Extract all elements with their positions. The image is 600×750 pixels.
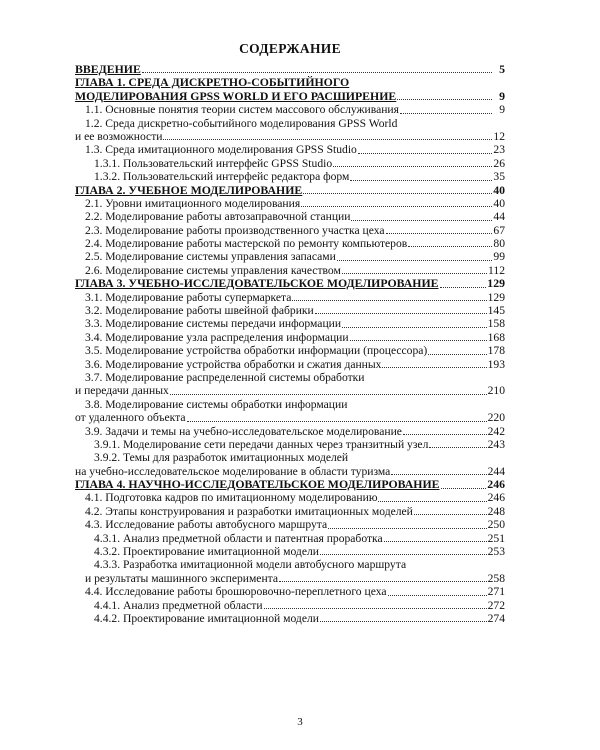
toc-entry-text: 4.4.1. Анализ предметной области xyxy=(94,598,263,612)
toc-page-number: 44 xyxy=(493,210,505,224)
toc-dot-leader xyxy=(320,554,487,555)
toc-page-number: 272 xyxy=(487,598,505,612)
toc-section-row[interactable] xyxy=(75,143,505,156)
toc-dot-leader xyxy=(384,541,487,542)
toc-entry-text: МОДЕЛИРОВАНИЯ GPSS WORLD И ЕГО РАСШИРЕНИЕ xyxy=(75,88,397,103)
toc-section-row[interactable] xyxy=(75,224,505,237)
toc-section-row[interactable] xyxy=(75,331,505,344)
toc-entry-text: 4.4. Исследование работы брошюровочно-переплетного цеха xyxy=(85,585,387,599)
toc-dot-leader xyxy=(388,595,487,596)
toc-page-number: 243 xyxy=(487,437,505,451)
toc-subsection-row[interactable] xyxy=(75,451,505,464)
toc-section-row[interactable] xyxy=(75,371,505,384)
toc-entry-text: 3.1. Моделирование работы супермаркета xyxy=(85,290,292,304)
toc-entry-text: 1.1. Основные понятия теории систем массового обслуживания xyxy=(85,103,399,117)
toc-entry-text: 2.6. Моделирование системы управления качеством xyxy=(85,263,341,277)
toc-dot-leader xyxy=(279,581,487,582)
toc-page-number: 258 xyxy=(487,571,505,585)
toc-entry-text: 4.2. Этапы конструирования и разработки имитационных моделей xyxy=(85,504,413,518)
toc-page-number: 35 xyxy=(493,170,505,184)
toc-dot-leader xyxy=(333,166,492,167)
toc-dot-leader xyxy=(264,608,487,609)
toc-dot-leader xyxy=(292,300,486,301)
toc-page-number: 274 xyxy=(487,612,505,625)
toc-chapter-row[interactable] xyxy=(75,76,505,89)
toc-chapter-row[interactable] xyxy=(75,63,505,76)
toc-entry-text: от удаленного объекта xyxy=(75,411,186,425)
toc-page-number: 26 xyxy=(493,156,505,170)
toc-dot-leader xyxy=(414,514,487,515)
toc-dot-leader xyxy=(391,474,486,475)
toc-page-number: 168 xyxy=(487,330,505,344)
toc-entry-text: 1.3.2. Пользовательский интерфейс редактора форм xyxy=(94,170,350,184)
table-of-contents xyxy=(75,63,505,625)
toc-dot-leader xyxy=(358,153,492,154)
toc-entry-text: на учебно-исследовательское моделирование в области туризма xyxy=(75,464,391,478)
toc-section-row[interactable] xyxy=(75,398,505,411)
toc-page-number: 244 xyxy=(487,464,505,478)
toc-section-row[interactable] xyxy=(75,358,505,371)
toc-page-number: 242 xyxy=(487,424,505,438)
toc-page-number: 112 xyxy=(488,263,505,277)
toc-entry-text: 4.3.1. Анализ предметной области и патентная проработка xyxy=(94,531,383,545)
toc-section-row[interactable] xyxy=(75,505,505,518)
toc-chapter-row[interactable] xyxy=(75,90,505,103)
toc-entry-text: 2.1. Уровни имитационного моделирования xyxy=(85,196,301,210)
toc-entry-text: 4.1. Подготовка кадров по имитационному моделированию xyxy=(85,491,378,505)
toc-section-row[interactable] xyxy=(75,411,505,424)
toc-entry-text: ГЛАВА 2. УЧЕБНОЕ МОДЕЛИРОВАНИЕ xyxy=(75,182,303,197)
toc-entry-text: 3.9.2. Темы для разработок имитационных моделей xyxy=(94,451,349,465)
toc-page-number: 40 xyxy=(493,196,505,210)
toc-dot-leader xyxy=(386,233,492,234)
toc-dot-leader xyxy=(163,139,492,140)
toc-entry-text: ВВЕДЕНИЕ xyxy=(75,61,141,76)
toc-dot-leader xyxy=(350,180,492,181)
toc-page-number: 158 xyxy=(487,317,505,331)
toc-section-row[interactable] xyxy=(75,103,505,116)
toc-entry-text: 4.3. Исследование работы автобусного маршрута xyxy=(85,518,328,532)
toc-dot-leader xyxy=(350,340,487,341)
toc-dot-leader xyxy=(408,246,492,247)
toc-dot-leader xyxy=(142,72,492,73)
toc-entry-text: и передачи данных xyxy=(75,384,169,398)
toc-entry-text: ГЛАВА 3. УЧЕБНО-ИССЛЕДОВАТЕЛЬСКОЕ МОДЕЛИРОВАНИЕ xyxy=(75,276,439,291)
toc-section-row[interactable] xyxy=(75,291,505,304)
toc-dot-leader xyxy=(342,327,487,328)
toc-page-number: 246 xyxy=(487,491,505,505)
toc-section-row[interactable] xyxy=(75,197,505,210)
toc-entry-text: 3.4. Моделирование узла распределения информации xyxy=(85,330,349,344)
toc-entry-text: 3.5. Моделирование устройства обработки информации (процессора) xyxy=(85,344,428,358)
toc-page-number: 250 xyxy=(487,518,505,532)
toc-page-number: 246 xyxy=(487,477,505,492)
toc-entry-text: 3.8. Моделирование системы обработки информации xyxy=(85,397,348,411)
toc-dot-leader xyxy=(400,113,492,114)
toc-section-row[interactable] xyxy=(75,130,505,143)
toc-section-row[interactable] xyxy=(75,210,505,223)
toc-page-number: 145 xyxy=(487,304,505,318)
toc-page-number: 178 xyxy=(487,344,505,358)
toc-entry-text: 3.2. Моделирование работы швейной фабрики xyxy=(85,304,314,318)
toc-subsection-row[interactable] xyxy=(75,612,505,625)
toc-subsection-row[interactable] xyxy=(75,170,505,183)
toc-dot-leader xyxy=(170,394,487,395)
toc-page-number: 251 xyxy=(487,531,505,545)
toc-subsection-row[interactable] xyxy=(75,572,505,585)
toc-subsection-row[interactable] xyxy=(75,558,505,571)
toc-dot-leader xyxy=(397,99,492,100)
toc-entry-text: 2.2. Моделирование работы автозаправочной станции xyxy=(85,210,351,224)
toc-section-row[interactable] xyxy=(75,425,505,438)
page-title: СОДЕРЖАНИЕ xyxy=(239,41,341,56)
toc-page-number: 220 xyxy=(487,411,505,425)
toc-entry-text: 3.7. Моделирование распределенной системы обработки xyxy=(85,370,365,384)
toc-entry-text: 4.4.2. Проектирование имитационной модели xyxy=(94,612,319,625)
toc-subsection-row[interactable] xyxy=(75,532,505,545)
toc-section-row[interactable] xyxy=(75,264,505,277)
toc-section-row[interactable] xyxy=(75,518,505,531)
toc-entry-text: 1.2. Среда дискретно-событийного моделирования GPSS World xyxy=(85,116,398,130)
toc-dot-leader xyxy=(440,287,487,288)
toc-dot-leader xyxy=(403,434,487,435)
toc-page-number: 9 xyxy=(499,103,505,117)
toc-chapter-row[interactable] xyxy=(75,277,505,290)
toc-page-number: 193 xyxy=(487,357,505,371)
toc-subsection-row[interactable] xyxy=(75,465,505,478)
toc-page-number: 99 xyxy=(493,250,505,264)
toc-subsection-row[interactable] xyxy=(75,599,505,612)
toc-page-number: 271 xyxy=(487,585,505,599)
toc-dot-leader xyxy=(315,313,487,314)
toc-section-row[interactable] xyxy=(75,237,505,250)
toc-section-row[interactable] xyxy=(75,344,505,357)
toc-entry-text: и результаты машинного эксперимента xyxy=(85,571,279,585)
toc-entry-text: 1.3.1. Пользовательский интерфейс GPSS Studio xyxy=(94,156,333,170)
toc-entry-text: 2.5. Моделирование системы управления запасами xyxy=(85,250,336,264)
toc-entry-text: ГЛАВА 1. СРЕДА ДИСКРЕТНО-СОБЫТИЙНОГО xyxy=(75,75,350,90)
toc-entry-text: 2.4. Моделирование работы мастерской по ремонту компьютеров xyxy=(85,237,408,251)
page-number: 3 xyxy=(297,716,303,728)
toc-page-number: 80 xyxy=(493,237,505,251)
toc-dot-leader xyxy=(303,193,492,194)
toc-entry-text: 4.3.3. Разработка имитационной модели автобусного маршрута xyxy=(94,558,407,572)
toc-page-number: 129 xyxy=(487,276,505,291)
toc-section-row[interactable] xyxy=(75,585,505,598)
toc-subsection-row[interactable] xyxy=(75,157,505,170)
toc-dot-leader xyxy=(337,260,492,261)
toc-page-number: 23 xyxy=(493,143,505,157)
toc-page-number: 12 xyxy=(493,129,505,143)
toc-dot-leader xyxy=(428,354,486,355)
toc-section-row[interactable] xyxy=(75,304,505,317)
toc-section-row[interactable] xyxy=(75,492,505,505)
toc-dot-leader xyxy=(382,367,486,368)
toc-page-number: 253 xyxy=(487,545,505,559)
toc-entry-text: 4.3.2. Проектирование имитационной модели xyxy=(94,545,319,559)
toc-dot-leader xyxy=(320,621,487,622)
toc-page-number: 5 xyxy=(499,61,505,76)
toc-chapter-row[interactable] xyxy=(75,478,505,491)
toc-entry-text: 2.3. Моделирование работы производственного участка цеха xyxy=(85,223,385,237)
toc-subsection-row[interactable] xyxy=(75,545,505,558)
toc-dot-leader xyxy=(378,501,486,502)
toc-page-number: 248 xyxy=(487,504,505,518)
toc-section-row[interactable] xyxy=(75,117,505,130)
toc-page-number: 129 xyxy=(487,290,505,304)
toc-subsection-row[interactable] xyxy=(75,438,505,451)
toc-section-row[interactable] xyxy=(75,250,505,263)
toc-dot-leader xyxy=(351,220,492,221)
toc-entry-text: 3.9. Задачи и темы на учебно-исследовательское моделирование xyxy=(85,424,402,438)
toc-entry-text: 3.9.1. Моделирование сети передачи данных через транзитный узел xyxy=(94,437,429,451)
toc-dot-leader xyxy=(328,528,486,529)
toc-entry-text: ГЛАВА 4. НАУЧНО-ИССЛЕДОВАТЕЛЬСКОЕ МОДЕЛИРОВАНИЕ xyxy=(75,477,440,492)
toc-dot-leader xyxy=(441,488,487,489)
toc-dot-leader xyxy=(187,421,487,422)
toc-dot-leader xyxy=(342,273,487,274)
toc-chapter-row[interactable] xyxy=(75,184,505,197)
toc-section-row[interactable] xyxy=(75,317,505,330)
toc-entry-text: 1.3. Среда имитационного моделирования GPSS Studio xyxy=(85,143,357,157)
toc-page-number: 9 xyxy=(499,88,505,103)
toc-entry-text: и ее возможности xyxy=(75,129,163,143)
toc-page-number: 40 xyxy=(493,182,505,197)
toc-dot-leader xyxy=(429,447,486,448)
toc-page-number: 210 xyxy=(487,384,505,398)
toc-page-number: 67 xyxy=(493,223,505,237)
toc-dot-leader xyxy=(301,206,492,207)
toc-section-row[interactable] xyxy=(75,384,505,397)
toc-entry-text: 3.3. Моделирование системы передачи информации xyxy=(85,317,342,331)
toc-entry-text: 3.6. Моделирование устройства обработки и сжатия данных xyxy=(85,357,382,371)
